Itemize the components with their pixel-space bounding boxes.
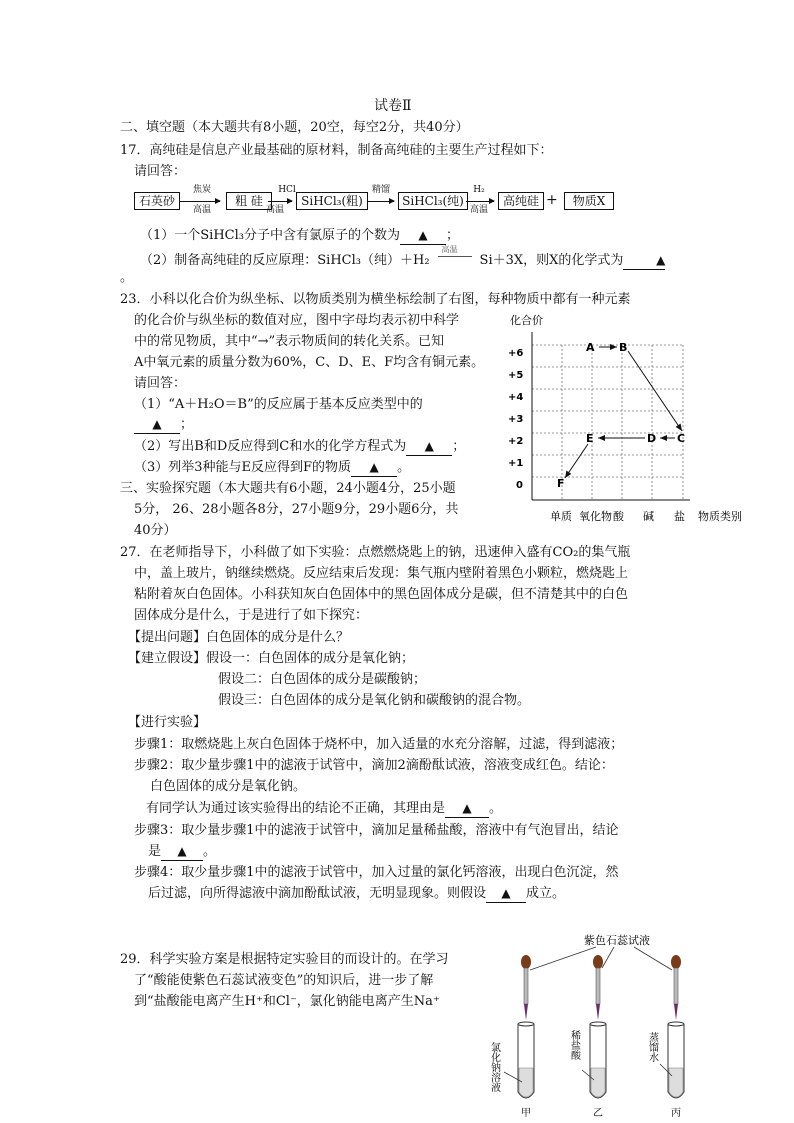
q23-part2 — [134, 437, 465, 457]
flow-box-sihcl3-crude: SiHCl₃(粗) — [296, 192, 368, 210]
flow-arrow — [268, 201, 292, 202]
q23-part3 — [134, 458, 410, 478]
liquid — [591, 1068, 605, 1097]
q23-part3-text: （3）列举3种能与E反应得到F的物质 — [134, 460, 352, 475]
tube-name: 乙 — [593, 1108, 603, 1119]
q27-experiment: 【进行实验】 — [128, 715, 207, 730]
tube-name: 甲 — [521, 1108, 531, 1119]
flow-arrow — [466, 201, 494, 202]
q27-step2c-text: 有同学认为通过该实验得出的结论不正确，其理由是 — [146, 801, 446, 816]
dropper — [521, 955, 531, 1020]
q27-step4b-end: 成立。 — [526, 886, 566, 901]
q27-step4b-text: 后过滤，向所得滤液中滴加酚酞试液，无明显现象。则假设 — [148, 886, 487, 901]
q27-step2c-end: 。 — [489, 801, 503, 816]
q27-step2a: 步骤2：取少量步骤1中的滤液于试管中，滴加2滴酚酞试液，溶液变成红色。结论： — [134, 758, 614, 773]
q27-step2c — [146, 799, 502, 819]
flow-label: 高温 — [265, 205, 284, 215]
x-axis-label: 物质类别 — [698, 510, 742, 523]
q23-part1-answer — [134, 415, 193, 435]
point-c: C — [677, 432, 686, 445]
q17-part2 — [140, 245, 666, 271]
answer-blank[interactable] — [351, 459, 397, 477]
leader-line — [634, 947, 672, 970]
flow-plus: + — [546, 192, 558, 208]
q27-line1: 27．在老师指导下，小科做了如下实验：点燃燃烧匙上的钠，迅速伸入盛有CO₂的集气瓶 — [120, 545, 631, 560]
dropper — [593, 955, 603, 1020]
q17-ask: 请回答： — [134, 164, 187, 179]
condition-label: 高温 — [441, 245, 458, 254]
q23-ask: 请回答： — [134, 376, 187, 391]
q17-part2-text-b: Si＋3X，则X的化学式为 — [479, 253, 624, 268]
y-tick: +4 — [508, 392, 524, 403]
flow-label: 高温 — [192, 205, 211, 215]
arrow-e-to-f — [565, 444, 588, 478]
flow-arrow — [368, 201, 394, 202]
q27-step2b: 白色固体的成分是氧化钠。 — [150, 779, 307, 794]
q17-part2-end: 。 — [120, 270, 134, 285]
q17-part1-text: （1）一个SiHCl₃分子中含有氯原子的个数为 — [140, 228, 400, 243]
section-heading-fill-blank: 二、填空题（本大题共有8小题，20空，每空2分，共40分） — [120, 120, 469, 135]
q27-hypothesis-1: 【建立假设】假设一：白色固体的成分是氧化钠； — [128, 651, 415, 666]
flow-label: 精馏 — [371, 185, 390, 195]
point-f: F — [557, 477, 565, 490]
answer-blank[interactable] — [400, 227, 446, 245]
flow-box-pure-si: 高纯硅 — [498, 192, 544, 210]
q17-part2-text-a: （2）制备高纯硅的反应原理：SiHCl₃（纯）＋H₂ — [140, 253, 430, 268]
x-tick: 氧化物 — [579, 510, 612, 523]
q23-line1: 23．小科以化合价为纵坐标、以物质类别为横坐标绘制了右图，每种物质中都有一种元素 — [120, 292, 631, 307]
tube2-label: 稀盐酸 — [568, 1030, 580, 1060]
blank-marker: ▲ — [462, 801, 472, 815]
point-e: E — [586, 432, 594, 445]
q17-part1-end: ； — [446, 228, 460, 243]
flow-box-quartz: 石英砂 — [134, 192, 180, 210]
dropper — [671, 955, 681, 1020]
point-a: A — [586, 341, 595, 354]
y-tick: +1 — [508, 458, 524, 469]
q27-hypothesis-3: 假设三：白色固体的成分是氧化钠和碳酸钠的混合物。 — [218, 693, 531, 708]
q29-line1: 29．科学实验方案是根据特定实验目的而设计的。在学习 — [120, 952, 449, 967]
flow-label: HCl — [278, 185, 296, 195]
q27-line2: 中，盖上玻片，钠继续燃烧。反应结束后发现：集气瓶内壁附着黑色小颗粒，燃烧匙上 — [134, 566, 629, 581]
q27-question: 【提出问题】白色固体的成分是什么？ — [128, 630, 350, 645]
q23-part2-end: ； — [452, 439, 466, 454]
q23-line3: 中的常见物质，其中“→”表示物质间的转化关系。已知 — [134, 334, 445, 349]
flow-box-crude-si: 粗 硅 — [226, 192, 272, 210]
flow-label: 高温 — [469, 205, 488, 215]
q27-line4: 固体成分是什么，于是进行了如下探究： — [134, 608, 369, 623]
q23-line2: 的化合价与纵坐标的数值对应，图中字母均表示初中科学 — [134, 313, 460, 328]
section-heading-experiment-3: 40分） — [134, 523, 177, 538]
q27-step4a: 步骤4：取少量步骤1中的滤液于试管中，加入过量的氯化钙溶液，出现白色沉淀，然 — [134, 865, 619, 880]
flow-label: H₂ — [473, 185, 485, 195]
answer-blank[interactable] — [406, 438, 452, 456]
y-tick: +2 — [508, 436, 524, 447]
tube1-label: 氯化钠溶液 — [488, 1042, 500, 1092]
q23-part1: （1）“A＋H₂O＝B”的反应属于基本反应类型中的 — [134, 397, 423, 412]
q23-part1-end: ； — [180, 417, 194, 432]
page-title: 试卷Ⅱ — [374, 98, 412, 114]
q27-step3b — [148, 842, 216, 862]
arrow-b-to-c — [628, 351, 682, 431]
y-tick: +6 — [508, 348, 524, 359]
q27-step1: 步骤1：取燃烧匙上灰白色固体于烧杯中，加入适量的水充分溶解，过滤，得到滤液； — [134, 737, 624, 752]
blank-marker: ▲ — [656, 253, 666, 267]
flow-arrow — [180, 201, 220, 202]
blank-marker: ▲ — [177, 844, 187, 858]
q27-step3b-end: 。 — [203, 844, 217, 859]
q17-part1 — [140, 226, 459, 246]
condition-line — [438, 256, 472, 257]
answer-blank[interactable] — [445, 800, 489, 818]
test-tube-figure — [484, 930, 724, 1120]
section-heading-experiment-1: 三、实验探究题（本大题共有6小题，24小题4分，25小题 — [120, 481, 456, 496]
y-tick: +3 — [508, 414, 524, 425]
x-tick: 酸 — [613, 510, 624, 523]
flow-label: 焦炭 — [192, 185, 211, 195]
liquid — [669, 1068, 683, 1097]
tube-name: 丙 — [671, 1108, 681, 1119]
y-tick: 0 — [516, 480, 523, 491]
point-b: B — [619, 341, 628, 354]
graph-ylabel: 化合价 — [510, 314, 543, 327]
q27-step3a: 步骤3：取少量步骤1中的滤液于试管中，滴加足量稀盐酸，溶液中有气泡冒出，结论 — [134, 823, 619, 838]
valence-graph — [500, 308, 760, 528]
answer-blank[interactable] — [134, 416, 180, 434]
q27-line3: 粘附着灰白色固体。小科获知灰白色固体中的黑色固体成分是碳，但不清楚其中的白色 — [134, 587, 629, 602]
q27-hypothesis-2: 假设二：白色固体的成分是碳酸钠； — [218, 672, 427, 687]
blank-marker: ▲ — [152, 417, 162, 431]
blank-marker: ▲ — [501, 886, 511, 900]
graph-grid — [532, 345, 686, 500]
liquid — [519, 1068, 533, 1097]
q29-line3: 到“盐酸能电离产生H⁺和Cl⁻，氯化钠能电离产生Na⁺ — [134, 994, 440, 1009]
flow-box-substance-x: 物质X — [564, 192, 614, 210]
leader-line — [602, 947, 614, 968]
x-tick: 碱 — [643, 510, 654, 523]
q23-line4: A中氧元素的质量分数为60%，C、D、E、F均含有铜元素。 — [134, 355, 485, 370]
x-tick: 单质 — [550, 510, 572, 523]
blank-marker: ▲ — [369, 460, 379, 474]
q23-part2-text: （2）写出B和D反应得到C和水的化学方程式为 — [134, 439, 407, 454]
y-tick: +5 — [508, 370, 524, 381]
answer-blank[interactable] — [623, 252, 665, 270]
q27-step4b — [148, 884, 565, 904]
q29-line2: 了“酸能使紫色石蕊试液变色”的知识后，进一步了解 — [134, 973, 434, 988]
q17-flow-diagram — [134, 186, 614, 226]
leader-line — [530, 947, 596, 970]
blank-marker: ▲ — [418, 228, 428, 242]
tube3-label: 蒸馏水 — [646, 1032, 658, 1062]
point-d: D — [647, 432, 657, 445]
blank-marker: ▲ — [424, 439, 434, 453]
x-tick: 盐 — [674, 510, 685, 523]
q17-part2-condition — [434, 245, 476, 264]
answer-blank[interactable] — [161, 843, 203, 861]
q23-part3-end: 。 — [397, 460, 411, 475]
section-heading-experiment-2: 5分， 26、28小题各8分，27小题9分，29小题6分，共 — [134, 502, 459, 517]
reagent-label: 紫色石蕊试液 — [584, 934, 650, 947]
q27-step3b-text: 是 — [148, 844, 162, 859]
q17-intro: 17．高纯硅是信息产业最基础的原材料，制备高纯硅的主要生产过程如下： — [120, 143, 553, 158]
flow-box-sihcl3-pure: SiHCl₃(纯) — [398, 192, 468, 210]
answer-blank[interactable] — [486, 885, 526, 903]
